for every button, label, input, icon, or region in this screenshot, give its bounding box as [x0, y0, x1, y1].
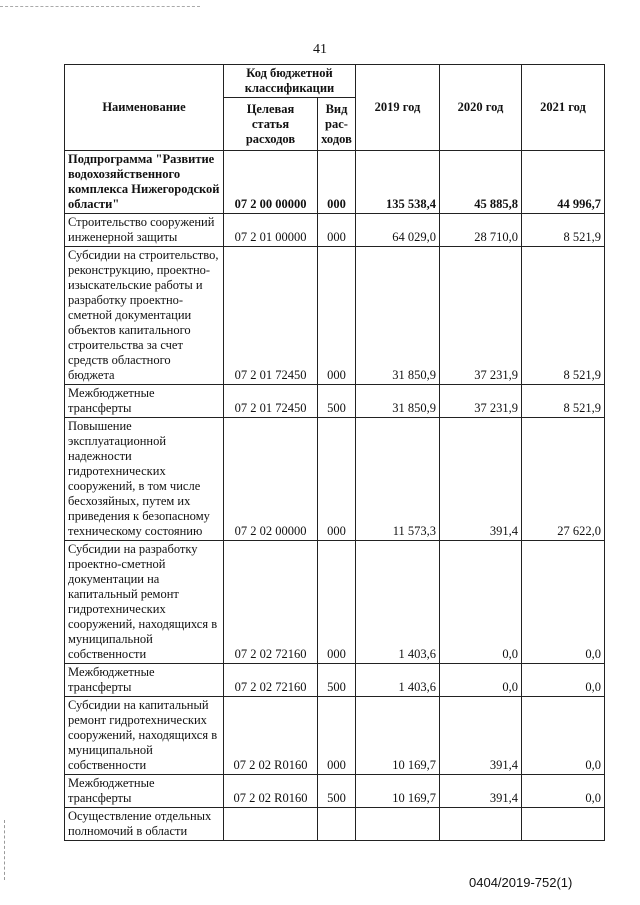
- row-2019: 1 403,6: [356, 664, 440, 697]
- row-2019: [356, 808, 440, 841]
- table-row: [65, 775, 605, 808]
- row-code: 07 2 02 R0160: [224, 697, 318, 775]
- row-2021: 27 622,0: [522, 418, 605, 541]
- row-2020: 37 231,9: [440, 247, 522, 385]
- row-2021: 0,0: [522, 775, 605, 808]
- row-2020: [440, 808, 522, 841]
- row-2019: 31 850,9: [356, 385, 440, 418]
- table-row: [65, 541, 605, 664]
- row-2021: [522, 808, 605, 841]
- row-code: 07 2 02 R0160: [224, 775, 318, 808]
- table-row: [65, 385, 605, 418]
- row-code: 07 2 01 72450: [224, 385, 318, 418]
- row-type: 500: [318, 775, 356, 808]
- row-2019: 11 573,3: [356, 418, 440, 541]
- table-row: [65, 151, 605, 214]
- header-2020: 2020 год: [440, 65, 522, 151]
- row-name: Субсидии на капитальный ремонт гидротехнических сооружений, находящихся в муниципальной собственности: [65, 697, 224, 775]
- row-name: Межбюджетные трансферты: [65, 664, 224, 697]
- row-type: 000: [318, 697, 356, 775]
- row-2020: 391,4: [440, 697, 522, 775]
- row-2021: 8 521,9: [522, 214, 605, 247]
- row-2020: 45 885,8: [440, 151, 522, 214]
- table-row: [65, 808, 605, 841]
- row-type: 500: [318, 385, 356, 418]
- row-name: Межбюджетные трансферты: [65, 385, 224, 418]
- row-2019: 64 029,0: [356, 214, 440, 247]
- row-type: 000: [318, 418, 356, 541]
- header-expense-type: Вид рас-ходов: [318, 98, 356, 151]
- page-number: 41: [313, 42, 327, 57]
- row-code: [224, 808, 318, 841]
- row-2020: 0,0: [440, 541, 522, 664]
- header-target-item: Целевая статья расходов: [224, 98, 318, 151]
- row-2021: 8 521,9: [522, 385, 605, 418]
- row-type: 000: [318, 247, 356, 385]
- header-2019: 2019 год: [356, 65, 440, 151]
- row-type: 000: [318, 541, 356, 664]
- row-name: Строительство сооружений инженерной защиты: [65, 214, 224, 247]
- row-2020: 37 231,9: [440, 385, 522, 418]
- table-row: [65, 664, 605, 697]
- row-code: 07 2 02 72160: [224, 541, 318, 664]
- row-code: 07 2 01 72450: [224, 247, 318, 385]
- scan-edge-rule: [0, 6, 200, 8]
- header-budget-code: Код бюджетной классификации: [224, 65, 356, 98]
- row-code: 07 2 02 00000: [224, 418, 318, 541]
- row-2021: 0,0: [522, 697, 605, 775]
- table-row: [65, 214, 605, 247]
- row-2021: 44 996,7: [522, 151, 605, 214]
- budget-table: [64, 64, 605, 841]
- row-name: Субсидии на строительство, реконструкцию, проектно-изыскательские работы и разработку проектно-сметной документации объектов капитального строительства за счет средств областного бюджета: [65, 247, 224, 385]
- row-name: Межбюджетные трансферты: [65, 775, 224, 808]
- table-row: [65, 697, 605, 775]
- row-code: 07 2 01 00000: [224, 214, 318, 247]
- row-name: Повышение эксплуатационной надежности гидротехнических сооружений, в том числе бесхозяйных, путем их приведения к безопасному техническому состоянию: [65, 418, 224, 541]
- row-name: Подпрограмма "Развитие водохозяйственного комплекса Нижегородской области": [65, 151, 224, 214]
- row-2019: 135 538,4: [356, 151, 440, 214]
- row-2021: 0,0: [522, 664, 605, 697]
- row-2020: 391,4: [440, 418, 522, 541]
- row-2020: 28 710,0: [440, 214, 522, 247]
- row-2019: 10 169,7: [356, 697, 440, 775]
- row-2019: 1 403,6: [356, 541, 440, 664]
- row-2020: 0,0: [440, 664, 522, 697]
- table-header: [65, 65, 605, 151]
- row-name: Субсидии на разработку проектно-сметной документации на капитальный ремонт гидротехнических сооружений, находящихся в муниципальной собственности: [65, 541, 224, 664]
- row-2019: 10 169,7: [356, 775, 440, 808]
- document-code: 0404/2019-752(1): [469, 875, 573, 890]
- header-name: Наименование: [65, 65, 224, 151]
- row-type: 000: [318, 151, 356, 214]
- row-code: 07 2 00 00000: [224, 151, 318, 214]
- row-2020: 391,4: [440, 775, 522, 808]
- row-code: 07 2 02 72160: [224, 664, 318, 697]
- row-2021: 0,0: [522, 541, 605, 664]
- header-2021: 2021 год: [522, 65, 605, 151]
- row-2019: 31 850,9: [356, 247, 440, 385]
- scan-margin-rule: [4, 820, 6, 880]
- row-type: [318, 808, 356, 841]
- table-row: [65, 247, 605, 385]
- table-row: [65, 418, 605, 541]
- row-type: 000: [318, 214, 356, 247]
- row-type: 500: [318, 664, 356, 697]
- row-2021: 8 521,9: [522, 247, 605, 385]
- table-body: [65, 151, 605, 841]
- row-name: Осуществление отдельных полномочий в области: [65, 808, 224, 841]
